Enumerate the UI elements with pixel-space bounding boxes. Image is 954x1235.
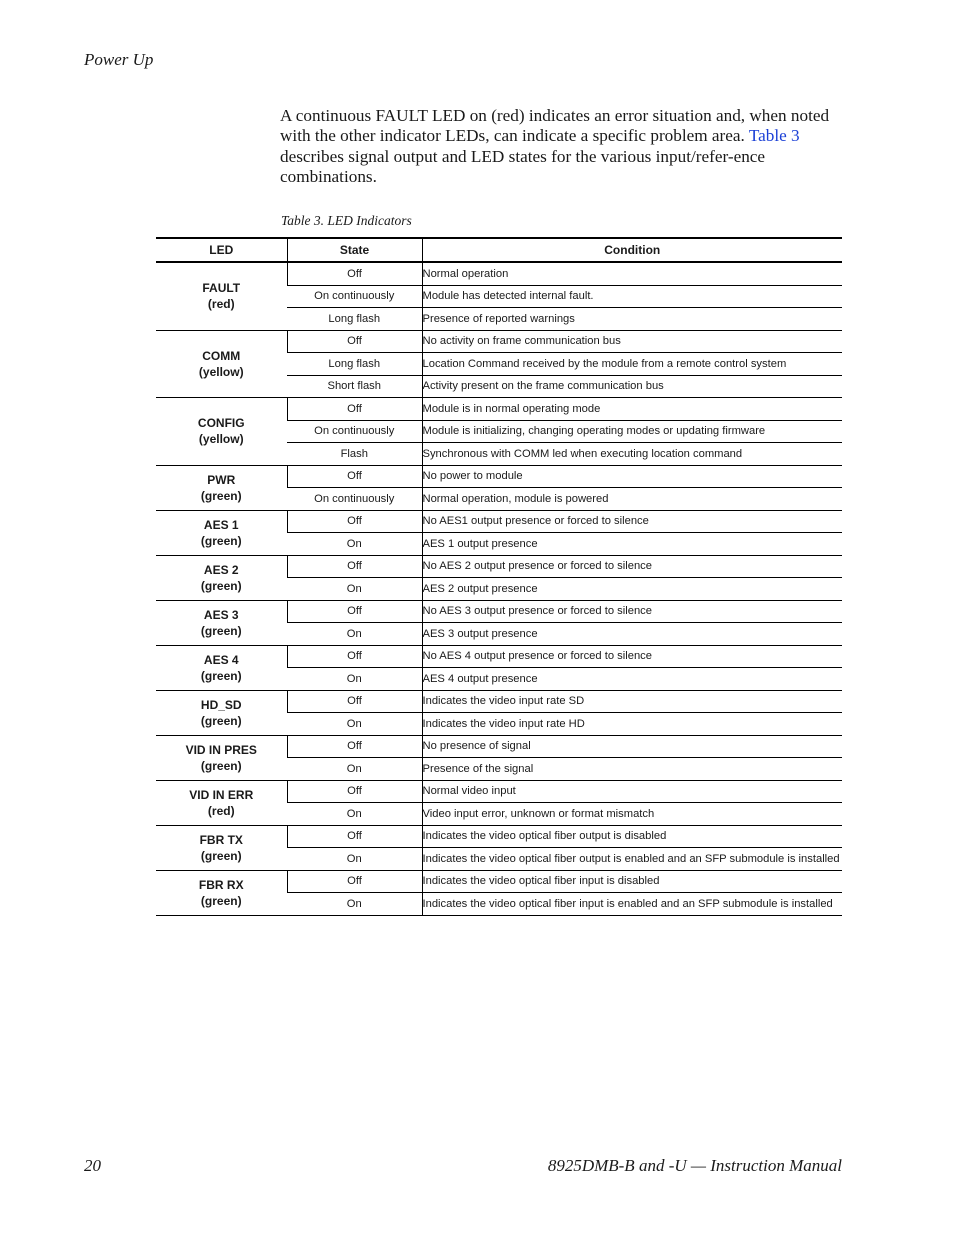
state-cell: Off bbox=[287, 735, 422, 758]
column-header-led: LED bbox=[156, 238, 287, 262]
table-row bbox=[156, 825, 842, 848]
condition-cell: No AES1 output presence or forced to silence bbox=[422, 510, 842, 533]
led-color: (green) bbox=[200, 893, 242, 908]
state-cell: On bbox=[287, 758, 422, 781]
condition-cell: Video input error, unknown or format mismatch bbox=[422, 803, 842, 826]
led-name-cell bbox=[156, 825, 287, 870]
table-row bbox=[156, 645, 842, 668]
led-color: (green) bbox=[200, 623, 242, 638]
state-cell: Off bbox=[287, 398, 422, 421]
condition-cell: Presence of reported warnings bbox=[422, 308, 842, 331]
condition-cell: AES 3 output presence bbox=[422, 623, 842, 646]
state-cell: Short flash bbox=[287, 375, 422, 398]
condition-cell: Normal operation bbox=[422, 262, 842, 285]
condition-cell: Module has detected internal fault. bbox=[422, 285, 842, 308]
condition-cell: Indicates the video optical fiber output is enabled and an SFP submodule is installed bbox=[422, 848, 842, 871]
running-head: Power Up bbox=[84, 50, 154, 69]
led-name-cell bbox=[156, 465, 287, 510]
state-cell: Long flash bbox=[287, 353, 422, 376]
led-color: (green) bbox=[200, 713, 242, 728]
led-name: PWR bbox=[207, 472, 236, 487]
led-color: (green) bbox=[200, 578, 242, 593]
state-cell: Off bbox=[287, 465, 422, 488]
state-cell: On bbox=[287, 533, 422, 556]
led-name: VID IN ERR bbox=[189, 787, 254, 802]
condition-cell: Indicates the video input rate HD bbox=[422, 713, 842, 736]
condition-cell: Synchronous with COMM led when executing location command bbox=[422, 443, 842, 466]
condition-cell: Indicates the video input rate SD bbox=[422, 690, 842, 713]
state-cell: Off bbox=[287, 825, 422, 848]
table-row bbox=[156, 262, 842, 285]
state-cell: Off bbox=[287, 510, 422, 533]
condition-cell: Module is initializing, changing operating modes or updating firmware bbox=[422, 420, 842, 443]
table-header-row bbox=[156, 238, 842, 262]
column-header-state: State bbox=[287, 238, 422, 262]
led-name-cell bbox=[156, 330, 287, 398]
led-name-cell bbox=[156, 510, 287, 555]
table-row bbox=[156, 510, 842, 533]
state-cell: Off bbox=[287, 780, 422, 803]
led-name-cell bbox=[156, 735, 287, 780]
state-cell: Off bbox=[287, 870, 422, 893]
led-name: AES 3 bbox=[203, 607, 239, 622]
intro-paragraph bbox=[280, 106, 845, 188]
led-color: (green) bbox=[200, 533, 242, 548]
table-3-link[interactable]: Table 3 bbox=[748, 126, 800, 146]
led-name-cell bbox=[156, 870, 287, 915]
page-number: 20 bbox=[84, 1156, 101, 1175]
led-name-cell bbox=[156, 398, 287, 466]
manual-title: 8925DMB-B and -U — Instruction Manual bbox=[547, 1156, 842, 1175]
led-name: FAULT bbox=[202, 281, 241, 296]
led-name: VID IN PRES bbox=[185, 742, 257, 757]
led-color: (green) bbox=[200, 488, 242, 503]
table-row bbox=[156, 465, 842, 488]
state-cell: Off bbox=[287, 555, 422, 578]
led-name-cell bbox=[156, 600, 287, 645]
table-body bbox=[156, 262, 842, 915]
intro-text-start: A continuous FAULT LED on (red) indicates an error situation and, when noted with the other indicator LEDs, can indicate a specific problem area. bbox=[280, 106, 830, 146]
state-cell: On bbox=[287, 578, 422, 601]
condition-cell: AES 4 output presence bbox=[422, 668, 842, 691]
led-color: (red) bbox=[207, 297, 235, 312]
led-color: (green) bbox=[200, 758, 242, 773]
led-color: (red) bbox=[207, 803, 235, 818]
led-name: FBR RX bbox=[198, 877, 244, 892]
intro-text-end: describes signal output and LED states for the various input/refer-ence combinations. bbox=[280, 146, 766, 187]
led-name: HD_SD bbox=[200, 697, 242, 712]
led-name: AES 4 bbox=[203, 652, 239, 667]
condition-cell: No power to module bbox=[422, 465, 842, 488]
led-name: COMM bbox=[202, 348, 241, 363]
state-cell: Off bbox=[287, 330, 422, 353]
state-cell: Flash bbox=[287, 443, 422, 466]
state-cell: Off bbox=[287, 690, 422, 713]
table-row bbox=[156, 690, 842, 713]
led-name-cell bbox=[156, 555, 287, 600]
led-name-cell bbox=[156, 780, 287, 825]
led-name: FBR TX bbox=[199, 832, 243, 847]
state-cell: On bbox=[287, 803, 422, 826]
state-cell: On continuously bbox=[287, 420, 422, 443]
table-row bbox=[156, 870, 842, 893]
table-row bbox=[156, 555, 842, 578]
table-row bbox=[156, 735, 842, 758]
state-cell: Off bbox=[287, 262, 422, 285]
state-cell: Off bbox=[287, 645, 422, 668]
state-cell: On bbox=[287, 668, 422, 691]
condition-cell: Indicates the video optical fiber output is disabled bbox=[422, 825, 842, 848]
led-color: (green) bbox=[200, 848, 242, 863]
led-name-cell bbox=[156, 645, 287, 690]
led-color: (yellow) bbox=[198, 364, 244, 379]
condition-cell: AES 1 output presence bbox=[422, 533, 842, 556]
condition-cell: No AES 4 output presence or forced to silence bbox=[422, 645, 842, 668]
led-name-cell bbox=[156, 262, 287, 330]
table-row bbox=[156, 600, 842, 623]
condition-cell: Indicates the video optical fiber input is enabled and an SFP submodule is installed bbox=[422, 893, 842, 916]
led-name: AES 2 bbox=[203, 562, 239, 577]
condition-cell: AES 2 output presence bbox=[422, 578, 842, 601]
state-cell: On bbox=[287, 893, 422, 916]
condition-cell: Normal video input bbox=[422, 780, 842, 803]
condition-cell: Activity present on the frame communication bus bbox=[422, 375, 842, 398]
led-color: (green) bbox=[200, 668, 242, 683]
table-row bbox=[156, 330, 842, 353]
state-cell: Long flash bbox=[287, 308, 422, 331]
column-header-condition: Condition bbox=[422, 238, 842, 262]
condition-cell: Normal operation, module is powered bbox=[422, 488, 842, 511]
condition-cell: No activity on frame communication bus bbox=[422, 330, 842, 353]
state-cell: On bbox=[287, 848, 422, 871]
table-caption: Table 3. LED Indicators bbox=[281, 213, 412, 228]
table-row bbox=[156, 780, 842, 803]
led-name-cell bbox=[156, 690, 287, 735]
condition-cell: Presence of the signal bbox=[422, 758, 842, 781]
condition-cell: No AES 2 output presence or forced to silence bbox=[422, 555, 842, 578]
condition-cell: No presence of signal bbox=[422, 735, 842, 758]
condition-cell: Module is in normal operating mode bbox=[422, 398, 842, 421]
led-color: (yellow) bbox=[198, 432, 244, 447]
condition-cell: Indicates the video optical fiber input is disabled bbox=[422, 870, 842, 893]
condition-cell: Location Command received by the module from a remote control system bbox=[422, 353, 842, 376]
led-name: CONFIG bbox=[197, 416, 245, 431]
led-name: AES 1 bbox=[203, 517, 239, 532]
state-cell: On bbox=[287, 623, 422, 646]
state-cell: On continuously bbox=[287, 488, 422, 511]
led-indicators-table bbox=[156, 237, 842, 916]
condition-cell: No AES 3 output presence or forced to silence bbox=[422, 600, 842, 623]
state-cell: On continuously bbox=[287, 285, 422, 308]
state-cell: On bbox=[287, 713, 422, 736]
table-row bbox=[156, 398, 842, 421]
state-cell: Off bbox=[287, 600, 422, 623]
